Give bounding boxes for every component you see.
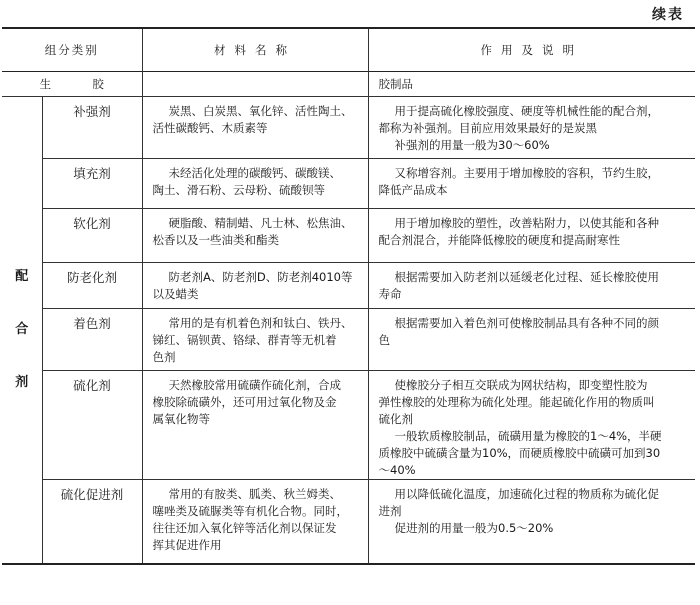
material-line: 挥其促进作用 (152, 538, 222, 552)
function-line: 配合剂混合，并能降低橡胶的硬度和提高耐寒性 (378, 233, 620, 247)
material-line: 松香以及一些油类和酯类 (152, 233, 279, 247)
component-name: 填充剂 (42, 159, 142, 209)
component-name: 软化剂 (42, 209, 142, 263)
header-component: 组分类别 (2, 28, 142, 72)
rubber-function: 胶制品 (378, 76, 413, 91)
function-cell (368, 159, 695, 209)
header-material: 材料名称 (142, 28, 368, 72)
function-line: 用于增加橡胶的塑性，改善粘附力，以使其能和各种 (394, 216, 659, 230)
function-line: 寿命 (378, 287, 402, 301)
material-line: 以及蜡类 (152, 287, 199, 301)
material-cell (142, 159, 368, 209)
table-row (2, 263, 695, 309)
material-line: 陶土、滑石粉、云母粉、硫酸钡等 (152, 183, 325, 197)
component-name: 着色剂 (42, 309, 142, 371)
function-line: 弹性橡胶的处理称为硫化处理。能起硫化作用的物质叫 (378, 395, 655, 409)
material-cell (142, 263, 368, 309)
continued-table-label: 续表 (652, 7, 684, 23)
agent-group-label (2, 97, 42, 564)
agent-group-char: 剂 (15, 375, 29, 391)
function-line: 根据需要加入防老剂以延缓老化过程、延长橡胶使用 (394, 270, 659, 284)
material-line: 常用的是有机着色剂和钛白、铁丹、 (168, 316, 353, 330)
material-line: 橡胶除硫磺外，还可用过氧化物及金 (152, 395, 337, 409)
material-line: 活性碳酸钙、木质素等 (152, 121, 268, 135)
material-line: 锑红、镉钡黄、铬绿、群青等无机着 (152, 333, 337, 347)
component-name: 硫化剂 (42, 371, 142, 480)
function-cell (368, 480, 695, 564)
table-row (2, 480, 695, 564)
material-line: 未经活化处理的碳酸钙、碳酸镁、 (168, 166, 341, 180)
function-line: 降低产品成本 (378, 183, 448, 197)
function-cell (368, 371, 695, 480)
rubber-cat-char-2: 胶 (92, 76, 104, 91)
table-row (2, 97, 695, 159)
header-function: 作用及说明 (480, 42, 583, 57)
function-cell (368, 309, 695, 371)
material-line: 硬脂酸、精制蜡、凡士林、松焦油、 (168, 216, 353, 230)
function-line: 质橡胶中硫磺含量为10%，而硬质橡胶中硫磺可加到30 (378, 446, 661, 460)
function-line: ～40% (378, 463, 416, 477)
material-line: 炭黑、白炭黑、氧化锌、活性陶土、 (168, 104, 353, 118)
component-name: 防老化剂 (42, 263, 142, 309)
function-line: 根据需要加入着色剂可使橡胶制品具有各种不同的颜 (394, 316, 659, 330)
material-line: 属氧化物等 (152, 412, 210, 426)
function-line: 补强剂的用量一般为30～60% (394, 138, 550, 152)
header-row (2, 28, 695, 72)
rubber-row (2, 72, 695, 97)
table-row (2, 159, 695, 209)
function-line: 促进剂的用量一般为0.5～20% (394, 521, 554, 535)
material-line: 色剂 (152, 350, 176, 364)
function-line: 一般软质橡胶制品，硫磺用量为橡胶的1～4%，半硬 (394, 429, 662, 443)
table-row (2, 209, 695, 263)
material-cell (142, 309, 368, 371)
function-line: 用于提高硫化橡胶强度、硬度等机械性能的配合剂， (394, 104, 659, 118)
function-cell (368, 263, 695, 309)
function-cell (368, 209, 695, 263)
component-name: 补强剂 (42, 97, 142, 159)
material-cell (142, 209, 368, 263)
component-name: 硫化促进剂 (42, 480, 142, 564)
function-line: 进剂 (378, 504, 402, 518)
rubber-cat-char-1: 生 (39, 76, 52, 91)
material-line: 常用的有胺类、胍类、秋兰姆类、 (168, 487, 341, 501)
material-cell (142, 480, 368, 564)
agent-group-char: 合 (15, 322, 29, 338)
function-line: 硫化剂 (378, 412, 413, 426)
material-line: 防老剂A、防老剂D、防老剂4010等 (168, 270, 353, 284)
function-line: 又称增容剂。主要用于增加橡胶的容积，节约生胶， (394, 166, 659, 180)
rubber-material (142, 72, 368, 97)
rubber-components-table (2, 27, 695, 565)
function-line: 都称为补强剂。目前应用效果最好的是炭黑 (378, 121, 597, 135)
table-row (2, 309, 695, 371)
agent-group-char: 配 (15, 269, 29, 285)
function-line: 用以降低硫化温度，加速硫化过程的物质称为硫化促 (394, 487, 659, 501)
rubber-category (2, 72, 142, 97)
material-cell (142, 371, 368, 480)
function-cell (368, 97, 695, 159)
material-line: 往往还加入氧化锌等活化剂以保证发 (152, 521, 337, 535)
material-line: 噻唑类及硫脲类等有机化合物。同时， (152, 504, 348, 518)
table-row (2, 371, 695, 480)
material-line: 天然橡胶常用硫磺作硫化剂，合成 (168, 378, 341, 392)
function-line: 使橡胶分子相互交联成为网状结构，即变塑性胶为 (394, 378, 648, 392)
material-cell (142, 97, 368, 159)
function-line: 色 (378, 333, 390, 347)
